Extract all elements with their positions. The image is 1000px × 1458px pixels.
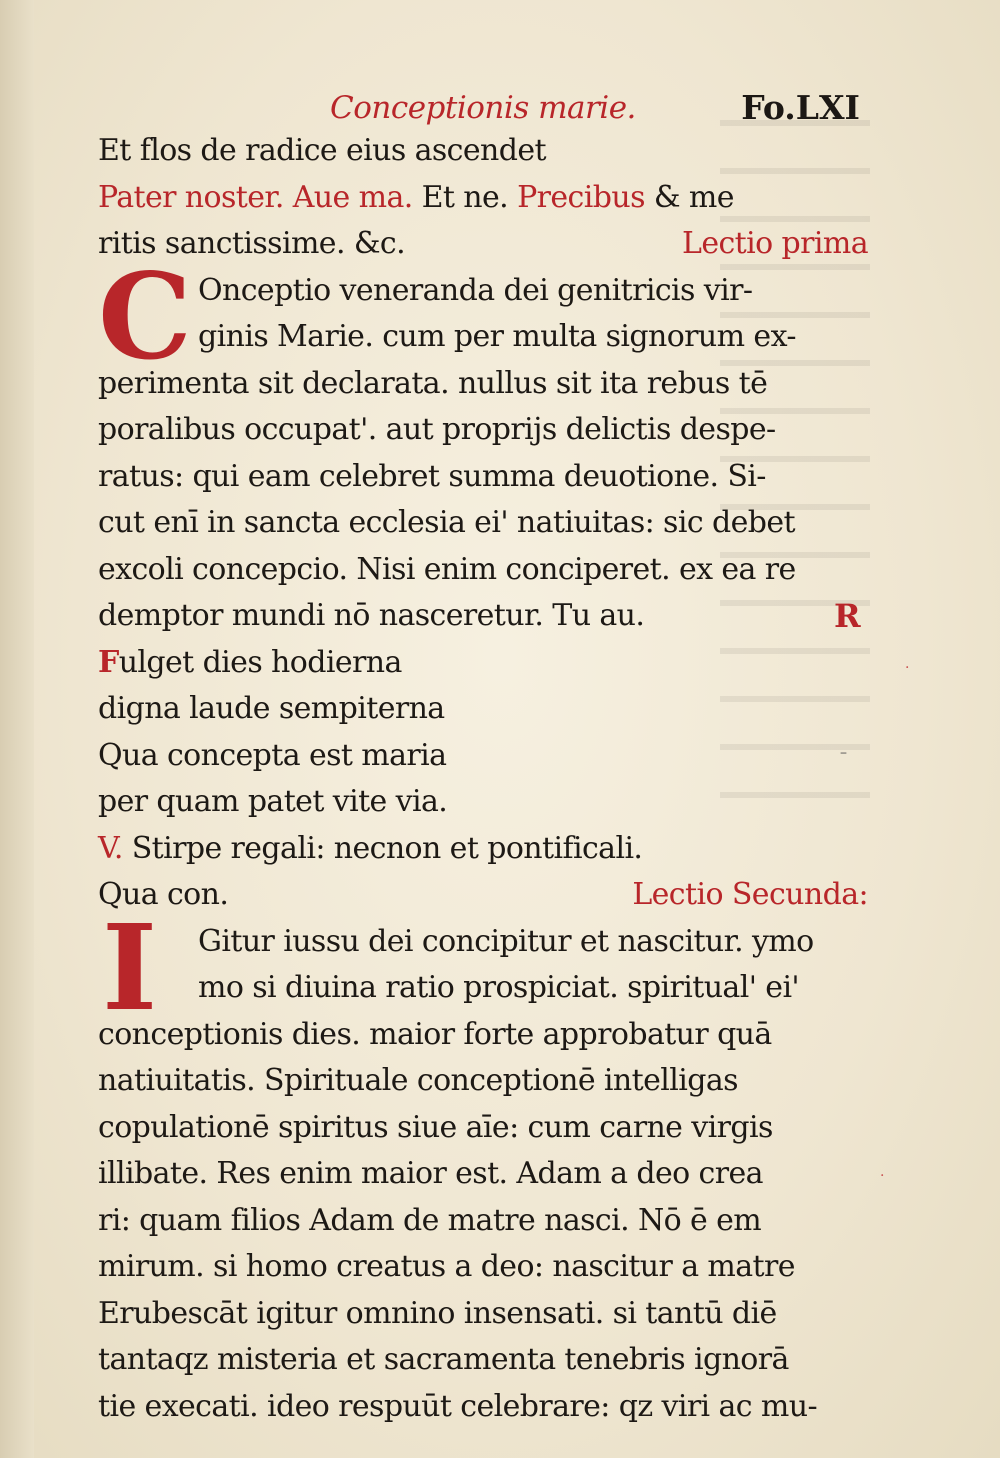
- line-text: Onceptio veneranda dei genitricis vir-: [198, 272, 753, 308]
- line-text: demptor mundi nō nasceretur. Tu au.: [98, 598, 645, 633]
- line-text: cut enī in sancta ecclesia ei' natiuitas: sic debet: [98, 505, 795, 540]
- text-line: [98, 500, 868, 547]
- line-text: & me: [653, 179, 734, 215]
- line-text: ulget dies hodierna: [118, 644, 402, 680]
- line-text: ri: quam filios Adam de matre nasci. Nō ē em: [98, 1202, 762, 1238]
- text-line: [98, 779, 868, 826]
- line-text: tie execati. ideo respuūt celebrare: qz viri ac mu-: [98, 1388, 818, 1424]
- ink-speck: ·: [905, 660, 910, 676]
- line-text: Erubescāt igitur omnino insensati. si tantū diē: [98, 1295, 777, 1331]
- folio-number: Fo.LXI: [741, 88, 860, 127]
- text-block: [98, 128, 868, 1430]
- text-line: [98, 1244, 868, 1291]
- text-line: [98, 361, 868, 408]
- line-text: Stirpe regali: necnon et pontificali.: [131, 830, 643, 866]
- versicle-mark: V.: [98, 830, 123, 866]
- running-title: Conceptionis marie.: [330, 90, 636, 126]
- text-line: [98, 1198, 868, 1245]
- line-text: tantaqz misteria et sacramenta tenebris ignorā: [98, 1342, 789, 1377]
- line-text: natiuitatis. Spirituale conceptionē intelligas: [98, 1063, 738, 1098]
- rubric-text: Precibus: [517, 179, 645, 215]
- ink-speck: ·: [880, 1168, 885, 1184]
- line-text: Gitur iussu dei concipitur et nascitur. ymo: [198, 923, 814, 959]
- drop-initial: I: [102, 897, 157, 1037]
- line-text: copulationē spiritus siue aīe: cum carne virgis: [98, 1109, 773, 1145]
- text-line: [98, 733, 868, 780]
- line-text: conceptionis dies. maior forte approbatur quā: [98, 1016, 772, 1052]
- text-line: [98, 547, 868, 594]
- line-text: ritis sanctissime. &c.: [98, 226, 406, 261]
- text-line: [98, 1105, 868, 1152]
- text-line: [98, 1384, 868, 1431]
- red-initial: F: [98, 644, 119, 680]
- line-text: per quam patet vite via.: [98, 784, 448, 819]
- line-text: ginis Marie. cum per multa signorum ex-: [198, 319, 796, 354]
- text-line: [98, 1058, 868, 1105]
- text-line: [98, 965, 868, 1012]
- line-text: Qua con.: [98, 877, 229, 912]
- page-gutter: [0, 0, 34, 1458]
- text-line: [98, 1151, 868, 1198]
- text-line: [98, 454, 868, 501]
- text-line: [98, 593, 868, 640]
- text-line: [98, 1337, 868, 1384]
- line-text: mirum. si homo creatus a deo: nascitur a matre: [98, 1249, 795, 1284]
- line-text: ratus: qui eam celebret summa deuotione. Si-: [98, 458, 766, 494]
- line-text: perimenta sit declarata. nullus sit ita rebus tē: [98, 365, 768, 401]
- text-line: [98, 686, 868, 733]
- text-line: [98, 407, 868, 454]
- text-line: [98, 175, 868, 222]
- lectio-heading: Lectio prima: [682, 226, 868, 261]
- text-line: [98, 1012, 868, 1059]
- line-text: excoli concepcio. Nisi enim conciperet. ex ea re: [98, 551, 796, 587]
- text-line: [98, 221, 868, 268]
- line-text: digna laude sempiterna: [98, 691, 445, 726]
- ink-speck: –: [840, 745, 847, 761]
- text-line: [98, 128, 868, 175]
- text-line: [98, 1291, 868, 1338]
- line-text: Qua concepta est maria: [98, 737, 447, 773]
- text-line: [98, 314, 868, 361]
- response-mark: R: [834, 597, 860, 635]
- text-line: [98, 826, 868, 873]
- line-text: illibate. Res enim maior est. Adam a deo crea: [98, 1156, 763, 1191]
- line-text: Et flos de radice eius ascendet: [98, 133, 546, 168]
- drop-initial: C: [98, 246, 192, 386]
- text-line: [98, 872, 868, 919]
- text-line: [98, 640, 868, 687]
- rubric-text: Pater noster. Aue ma.: [98, 179, 413, 215]
- line-text: mo si diuina ratio prospiciat. spiritual' ei': [198, 970, 800, 1005]
- running-header: [330, 88, 860, 130]
- lectio-heading: Lectio Secunda:: [632, 877, 868, 912]
- line-text: poralibus occupat'. aut proprijs delictis despe-: [98, 412, 776, 447]
- line-text: Et ne.: [421, 179, 509, 215]
